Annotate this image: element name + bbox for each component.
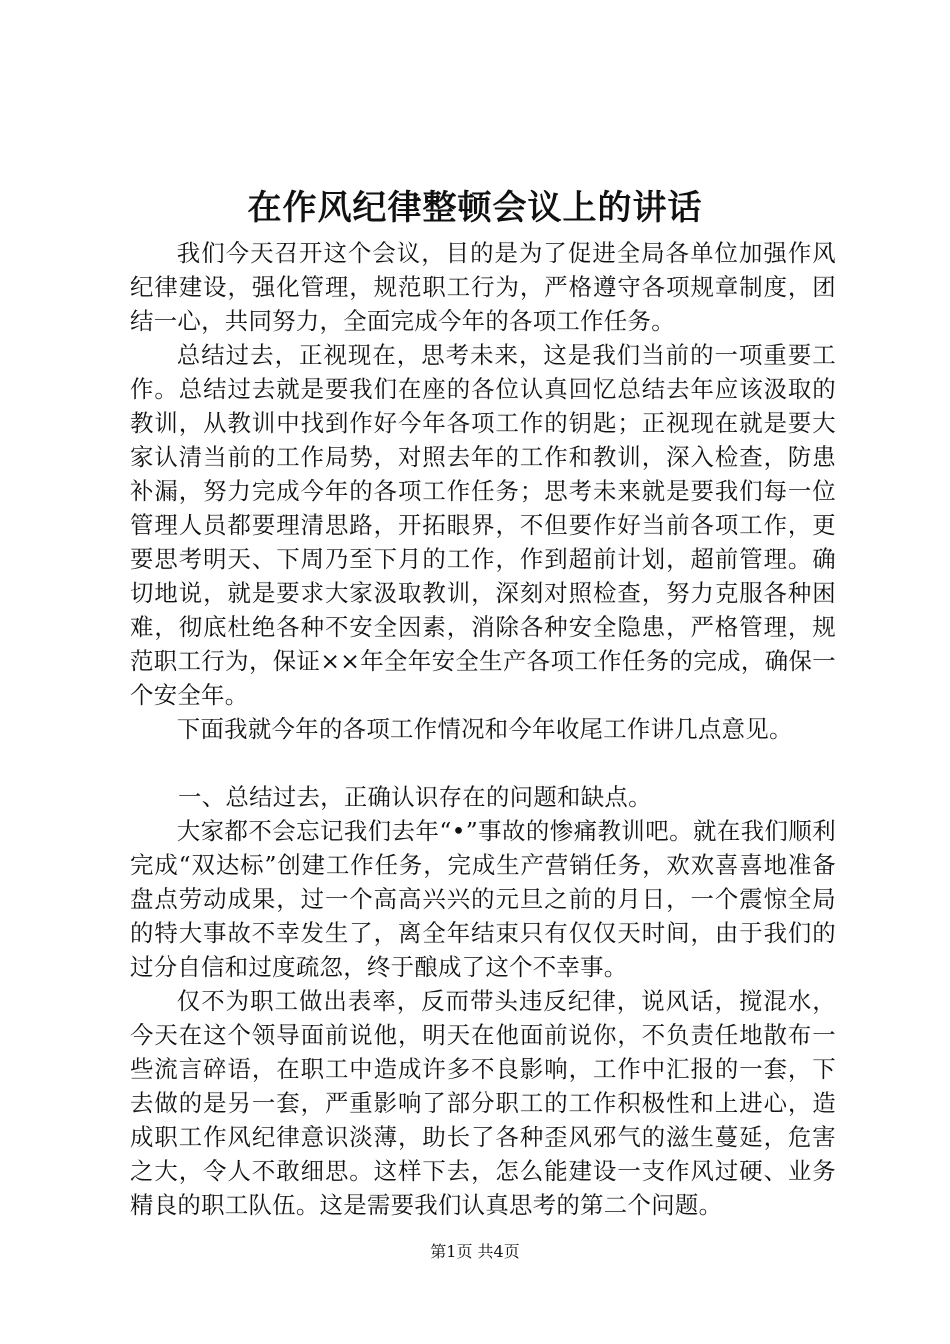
section-heading: 一、总结过去，正确认识存在的问题和缺点。 <box>178 783 652 811</box>
document-title: 在作风纪律整顿会议上的讲话 <box>247 188 703 228</box>
paragraph-review: 总结过去，正视现在，思考未来，这是我们当前的一项重要工作。总结过去就是要我们在座的各位认真回忆总结去年应该汲取的教训，从教训中找到作好今年各项工作的钥匙；正视现在就是要大家认清当前的工作局势，对照去年的工作和教训，深入检查，防患补漏，努力完成今年的各项工作任务；思考未来就是要我们每一位管理人员都要理清思路，开拓眼界，不但要作好当前各项工作，更要思考明天、下周乃至下月的工作，作到超前计划，超前管理。确切地说，就是要求大家汲取教训，深刻对照检查，努力克服各种困难，彻底杜绝各种不安全因素，消除各种安全隐患，严格管理，规范职工行为，保证××年全年安全生产各项工作任务的完成，确保一个安全年。 <box>130 341 836 709</box>
paragraph-accident: 大家都不会忘记我们去年“•”事故的惨痛教训吧。就在我们顺利完成“双达标”创建工作任务，完成生产营销任务，欢欢喜喜地准备盘点劳动成果，过一个高高兴兴的元旦之前的月日，一个震惊全局的特大事故不幸发生了，离全年结束只有仅仅天时间，由于我们的过分自信和过度疏忽，终于酿成了这个不幸事。 <box>130 817 836 981</box>
paragraph-intro: 我们今天召开这个会议，目的是为了促进全局各单位加强作风纪律建设，强化管理，规范职工行为，严格遵守各项规章制度，团结一心，共同努力，全面完成今年的各项工作任务。 <box>130 239 836 335</box>
paragraph-spacer <box>130 746 836 780</box>
paragraph-discipline: 仅不为职工做出表率，反而带头违反纪律，说风话，搅混水，今天在这个领导面前说他，明天在他面前说你，不负责任地散布一些流言碎语，在职工中造成许多不良影响，工作中汇报的一套，下去做的是另一套，严重影响了部分职工的工作积极性和上进心，造成职工作风纪律意识淡薄，助长了各种歪风邪气的滋生蔓延，危害之大，令人不敢细思。这样下去，怎么能建设一支作风过硬、业务精良的职工队伍。这是需要我们认真思考的第二个问题。 <box>130 987 836 1219</box>
page-number: 第1页 共4页 <box>430 1242 520 1261</box>
paragraph-outline: 下面我就今年的各项工作情况和今年收尾工作讲几点意见。 <box>176 715 793 743</box>
document-body <box>130 236 836 1222</box>
